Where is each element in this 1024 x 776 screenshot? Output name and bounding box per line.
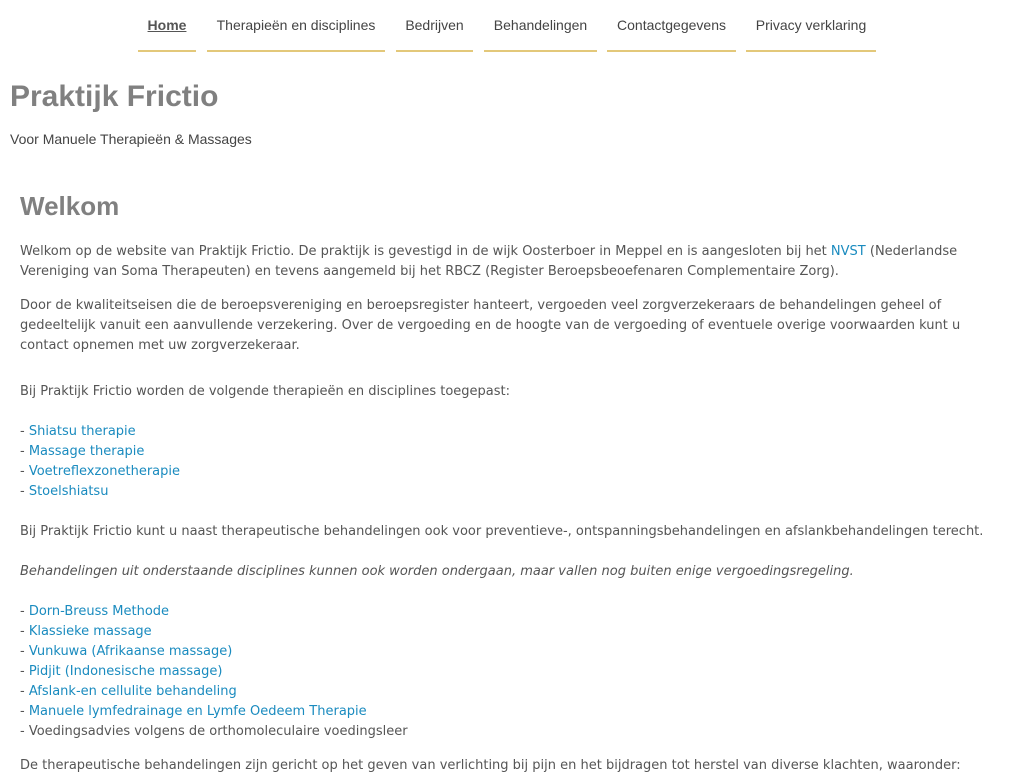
nav-item-behandelingen[interactable]: Behandelingen xyxy=(484,0,597,52)
list-item: - Dorn-Breuss Methode xyxy=(20,604,170,619)
treatment-link-vunkuwa[interactable]: Vunkuwa (Afrikaanse massage) xyxy=(28,644,233,659)
nav-item-contactgegevens[interactable]: Contactgegevens xyxy=(607,0,736,52)
treatment-link-klassieke-massage[interactable]: Klassieke massage xyxy=(28,624,152,639)
nav-item-bedrijven[interactable]: Bedrijven xyxy=(396,0,473,52)
closing-text: De therapeutische behandelingen zijn gericht op het geven van verlichting bij pijn en het bijdragen tot herstel van diverse klachten, waaronder: xyxy=(20,758,961,773)
site-title: Praktijk Frictio xyxy=(10,80,219,113)
list-item: - Shiatsu therapie xyxy=(20,424,136,439)
site-subtitle: Voor Manuele Therapieën & Massages xyxy=(10,131,252,147)
list-item: - Pidjit (Indonesische massage) xyxy=(20,664,223,679)
treatment-link-pidjit[interactable]: Pidjit (Indonesische massage) xyxy=(28,664,223,679)
nvst-link[interactable]: NVST xyxy=(830,244,866,259)
list-item: - Klassieke massage xyxy=(20,624,152,639)
list-item: - Afslank-en cellulite behandeling xyxy=(20,684,237,699)
discipline-link-shiatsu[interactable]: Shiatsu therapie xyxy=(28,424,136,439)
list-item: - Voetreflexzonetherapie xyxy=(20,464,180,479)
list-item: - Massage therapie xyxy=(20,444,145,459)
nav-item-home[interactable]: Home xyxy=(138,0,196,52)
other-treatments-list xyxy=(20,602,995,742)
intro-text-before: Welkom op de website van Praktijk Frictio. De praktijk is gevestigd in de wijk Oosterboer in Meppel en is aangesloten bij het xyxy=(20,244,831,259)
intro-text-after: (Nederlandse Vereniging van Soma Therapeuten) en tevens aangemeld bij het RBCZ (Register Beroepsbeoefenaren Complementaire Zorg). xyxy=(20,244,958,279)
list-item: - Manuele lymfedrainage en Lymfe Oedeem Therapie xyxy=(20,704,367,719)
discipline-link-voetreflex[interactable]: Voetreflexzonetherapie xyxy=(28,464,180,479)
disciplines-list xyxy=(20,422,995,502)
nav-item-therapieen[interactable]: Therapieën en disciplines xyxy=(207,0,385,52)
main-content xyxy=(20,190,995,776)
nav-item-privacy[interactable]: Privacy verklaring xyxy=(746,0,876,52)
discipline-link-stoelshiatsu[interactable]: Stoelshiatsu xyxy=(28,484,109,499)
nutrition-item-text: Voedingsadvies volgens de orthomoleculaire voedingsleer xyxy=(28,724,408,739)
page-heading: Welkom xyxy=(20,191,120,221)
main-navigation xyxy=(0,0,1024,52)
treatment-link-lymfedrainage[interactable]: Manuele lymfedrainage en Lymfe Oedeem Therapie xyxy=(28,704,367,719)
disciplines-intro: Bij Praktijk Frictio worden de volgende therapieën en disciplines toegepast: xyxy=(20,384,511,399)
discipline-link-massage[interactable]: Massage therapie xyxy=(28,444,145,459)
treatment-link-afslank[interactable]: Afslank-en cellulite behandeling xyxy=(28,684,237,699)
not-reimbursed-text: Behandelingen uit onderstaande disciplines kunnen ook worden ondergaan, maar vallen nog buiten enige vergoedingsregeling. xyxy=(20,564,854,579)
preventive-text: Bij Praktijk Frictio kunt u naast therapeutische behandelingen ook voor preventieve-, ontspanningsbehandelingen en afslankbehandelingen terecht. xyxy=(20,524,984,539)
list-item: - Voedingsadvies volgens de orthomoleculaire voedingsleer xyxy=(20,724,408,739)
intro-paragraph xyxy=(20,242,995,282)
treatment-link-dorn-breuss[interactable]: Dorn-Breuss Methode xyxy=(28,604,170,619)
reimbursement-paragraph: Door de kwaliteitseisen die de beroepsvereniging en beroepsregister hanteert, vergoeden veel zorgverzekeraars de behandelingen geheel of gedeeltelijk vanuit een aanvullende verzekering. Over de vergoeding en de hoogte van de vergoeding of eventuele overige voorwaarden kunt u contact opnemen met uw zorgverzekeraar. xyxy=(20,298,961,353)
list-item: - Stoelshiatsu xyxy=(20,484,109,499)
list-item: - Vunkuwa (Afrikaanse massage) xyxy=(20,644,233,659)
